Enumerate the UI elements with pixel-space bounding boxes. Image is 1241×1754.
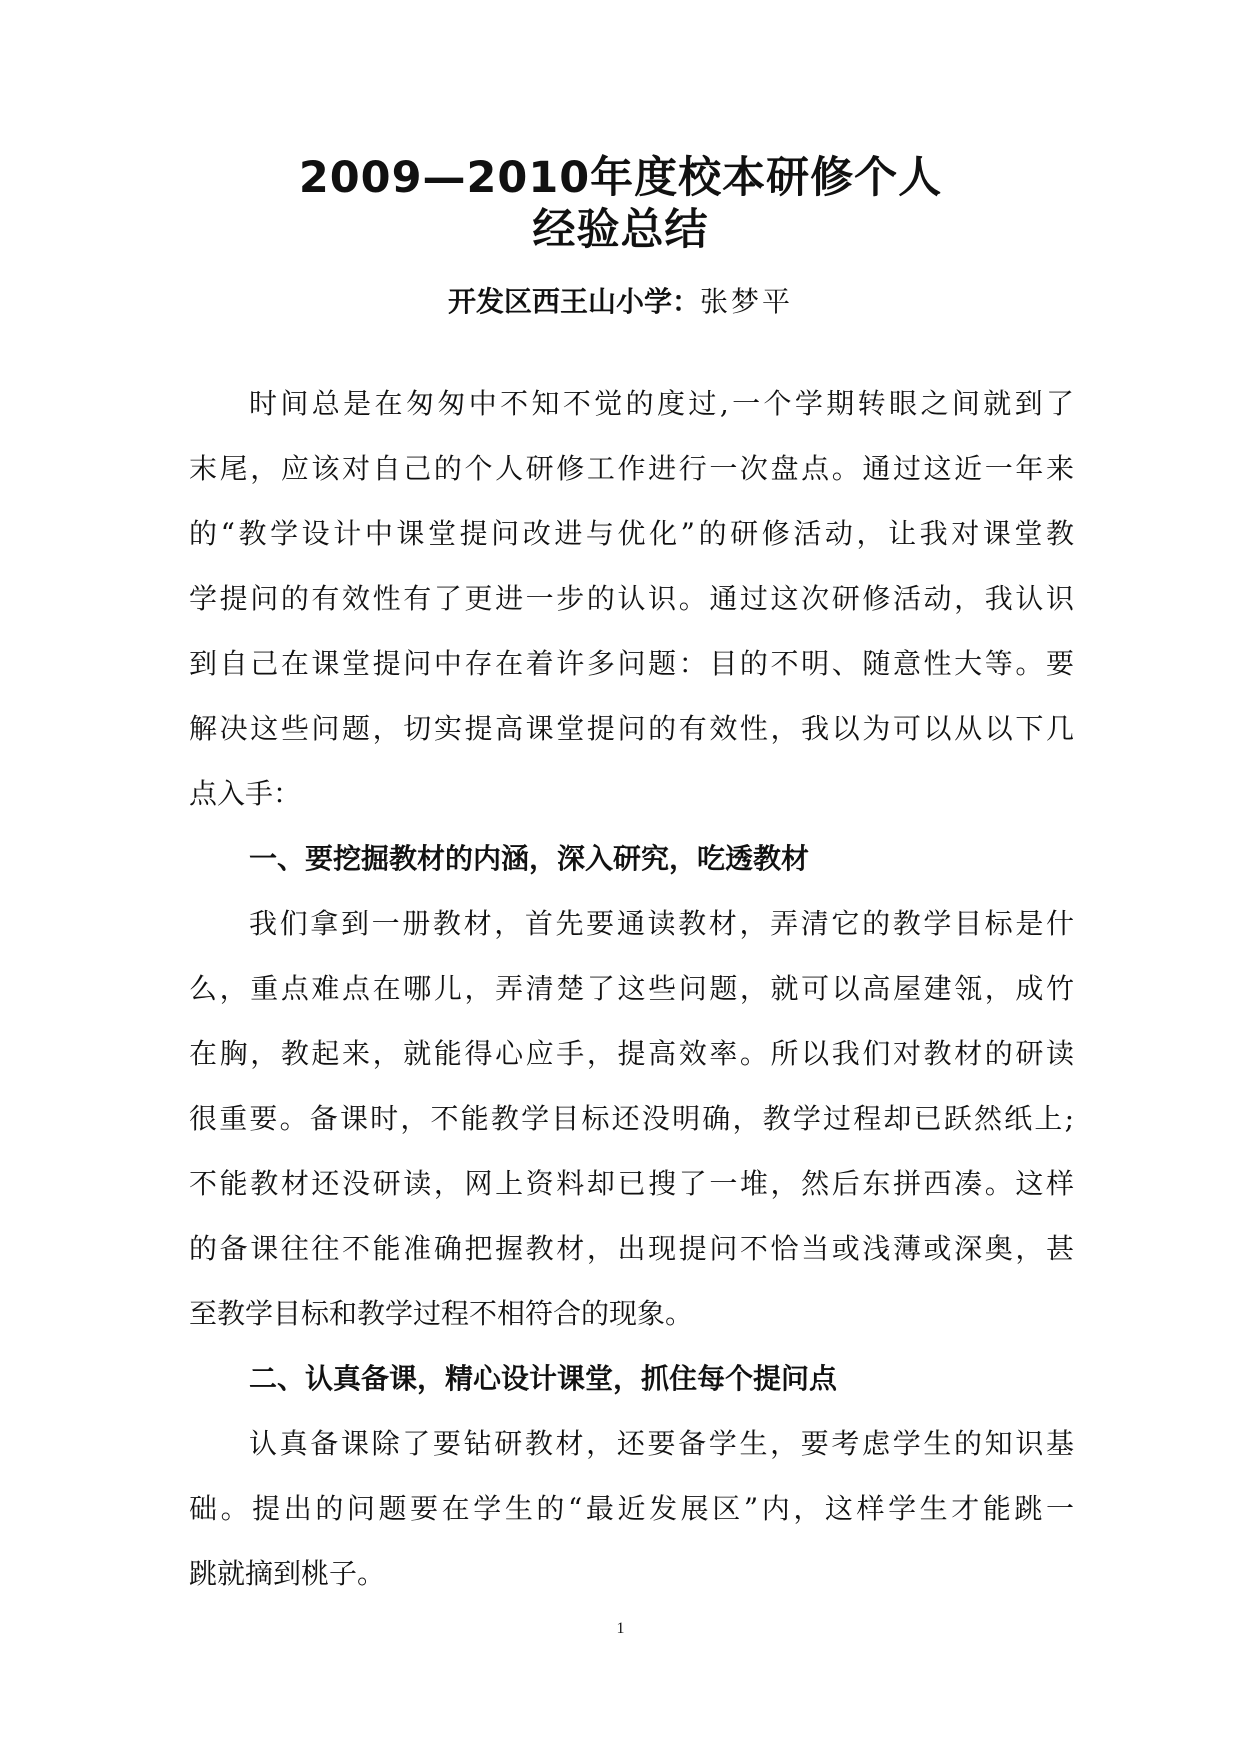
paragraph-line: 到自己在课堂提问中存在着许多问题：目的不明、随意性大等。要 [189,647,1074,680]
paragraph-line: 至教学目标和教学过程不相符合的现象。 [189,1297,694,1330]
document-title-line-1: 2009—2010年度校本研修个人 [298,153,943,203]
document-title-line-2: 经验总结 [532,205,709,255]
paragraph-line: 在胸，教起来，就能得心应手，提高效率。所以我们对教材的研读 [189,1037,1074,1070]
school-name: 开发区西王山小学： [447,285,700,318]
paragraph-line: 础。提出的问题要在学生的“最近发展区”内，这样学生才能跳一 [189,1492,1074,1525]
paragraph-line: 点入手： [189,777,302,810]
paragraph-line: 时间总是在匆匆中不知不觉的度过,一个学期转眼之间就到了 [249,387,1074,420]
document-body [189,371,1074,1606]
paragraph-line: 不能教材还没研读，网上资料却已搜了一堆，然后东拼西凑。这样 [189,1167,1074,1200]
paragraph-line: 的“教学设计中课堂提问改进与优化”的研修活动，让我对课堂教 [189,517,1074,550]
section-heading-1: 一、要挖掘教材的内涵，深入研究，吃透教材 [249,842,810,875]
paragraph-line: 我们拿到一册教材，首先要通读教材，弄清它的教学目标是什 [249,907,1074,940]
paragraph-line: 末尾，应该对自己的个人研修工作进行一次盘点。通过这近一年来 [189,452,1074,485]
paragraph-line: 认真备课除了要钻研教材，还要备学生，要考虑学生的知识基 [249,1427,1074,1460]
paragraph-line: 解决这些问题，切实提高课堂提问的有效性，我以为可以从以下几 [189,712,1074,745]
section-heading-2: 二、认真备课，精心设计课堂，抓住每个提问点 [249,1362,838,1395]
page-number: 1 [616,1620,625,1637]
paragraph-line: 么，重点难点在哪儿，弄清楚了这些问题，就可以高屋建瓴，成竹 [189,972,1074,1005]
author-name: 张梦平 [700,285,794,318]
paragraph-line: 的备课往往不能准确把握教材，出现提问不恰当或浅薄或深奥，甚 [189,1232,1074,1265]
paragraph-line: 学提问的有效性有了更进一步的认识。通过这次研修活动，我认识 [189,582,1074,615]
paragraph-line: 很重要。备课时，不能教学目标还没明确，教学过程却已跃然纸上; [189,1102,1074,1135]
byline [0,282,1241,322]
paragraph-line: 跳就摘到桃子。 [189,1557,386,1590]
